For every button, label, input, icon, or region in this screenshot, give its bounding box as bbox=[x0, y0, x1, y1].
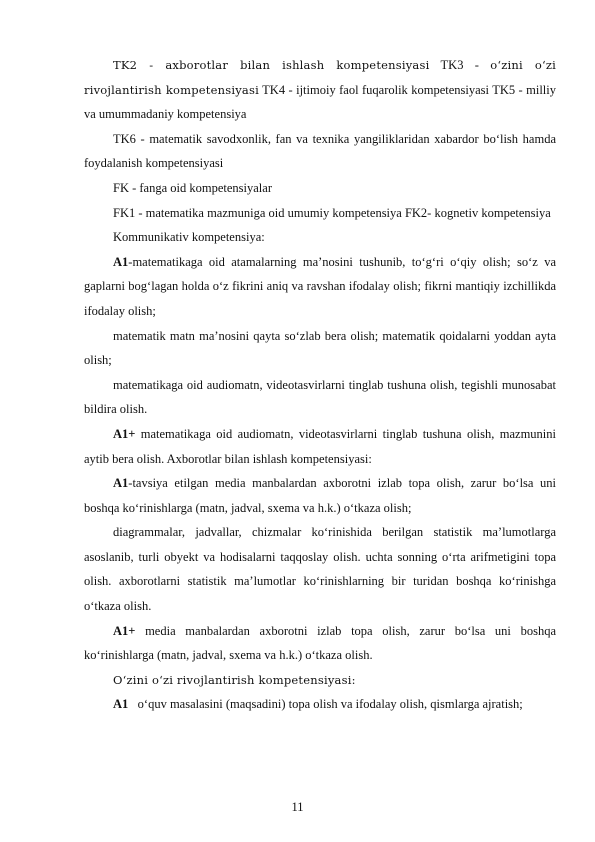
paragraph-text: FK - fanga oid kompetensiyalar bbox=[113, 180, 272, 195]
paragraph-a1-information bbox=[84, 471, 556, 520]
paragraph-text: o‘quv masalasini (maqsadini) topa olish va ifodalay olish, qismlarga ajratish; bbox=[128, 697, 523, 712]
level-label: A1 bbox=[113, 254, 129, 269]
paragraph-text: diagrammalar, jadvallar, chizmalar ko‘rinishida berilgan statistik ma’lumotlarga asoslanib, turli obyekt va hodisalarni taqqoslay olish. uchta sonning o‘rta arifmetigini topa olish. axborotlarni statistik ma’lumotlar ko‘rinishlarning bir turidan boshqa ko‘rinishga o‘tkaza olish. bbox=[84, 525, 556, 614]
paragraph-text: matematikaga oid audiomatn, videotasvirlarni tinglab tushuna olish, tegishli munosabat bildira olish. bbox=[84, 377, 556, 417]
paragraph-a1-communicative bbox=[84, 250, 556, 324]
paragraph-audio bbox=[84, 373, 556, 422]
tk3-text: o‘zini o‘zi rivojlantirish kompetensiyasi bbox=[84, 58, 557, 97]
tk4-tk5-text: TK4 - ijtimoiy faol fuqarolik kompetensiyasi TK5 - milliy va umummadaniy kompetensiya bbox=[84, 82, 557, 122]
paragraph-a1plus-communicative bbox=[84, 422, 556, 471]
paragraph-tk6 bbox=[84, 127, 556, 176]
paragraph-text: Kommunikativ kompetensiya: bbox=[113, 230, 265, 245]
paragraph-a1-self-development bbox=[84, 692, 556, 717]
level-label: A1+ bbox=[113, 623, 136, 638]
paragraph-text: matematikaga oid audiomatn, videotasvirlarni tinglab tushuna olish, mazmunini aytib bera olish. Axborotlar bilan ishlash kompetensiyasi: bbox=[84, 426, 556, 466]
paragraph-fk bbox=[84, 176, 556, 201]
paragraph-text: -matematikaga oid atamalarning ma’nosini tushunib, to‘g‘ri o‘qiy olish; so‘z va gaplarni bog‘lagan holda o‘z fikrini aniq va ravshan ifodalay olish; fikrni mantiqiy izchillikda ifodalay olish; bbox=[84, 254, 556, 318]
paragraph-text: matematik matn ma’nosini qayta so‘zlab bera olish; matematik qoidalarni yoddan ayta olish; bbox=[84, 328, 556, 368]
paragraph-communicative-heading bbox=[84, 225, 556, 250]
level-label: A1+ bbox=[113, 426, 136, 441]
paragraph-fk1-fk2 bbox=[84, 201, 556, 226]
paragraph-competency-codes bbox=[84, 53, 556, 127]
paragraph-text: -tavsiya etilgan media manbalardan axborotni izlab topa olish, zarur bo‘lsa uni boshqa ko‘rinishlarga (matn, jadval, sxema va h.k.) o‘tkaza olish; bbox=[84, 476, 556, 515]
page-number: 11 bbox=[291, 800, 304, 814]
paragraph-text: TK6 - matematik savodxonlik, fan va texnika yangiliklaridan xabardor bo‘lish hamda foydalanish kompetensiyasi bbox=[84, 131, 556, 171]
paragraph-text: FK1 - matematika mazmuniga oid umumiy kompetensiya FK2- kognetiv kompetensiya bbox=[113, 205, 551, 220]
paragraph-text: O‘zini o‘zi rivojlantirish kompetensiyasi: bbox=[113, 672, 356, 687]
paragraph-diagrams bbox=[84, 520, 556, 618]
tk2-text: TK2 - axborotlar bilan ishlash kompetensiyasi bbox=[113, 58, 430, 72]
paragraph-a1plus-information bbox=[84, 619, 556, 668]
document-page bbox=[84, 53, 556, 717]
level-label: A1 bbox=[113, 476, 129, 491]
paragraph-self-development-heading bbox=[84, 668, 556, 693]
paragraph-retell bbox=[84, 324, 556, 373]
level-label: A1 bbox=[113, 697, 129, 712]
tk3-label: TK3 - bbox=[429, 58, 491, 72]
paragraph-text: media manbalardan axborotni izlab topa olish, zarur bo‘lsa uni boshqa ko‘rinishlarga (matn, jadval, sxema va h.k.) o‘tkaza olish. bbox=[84, 623, 556, 663]
